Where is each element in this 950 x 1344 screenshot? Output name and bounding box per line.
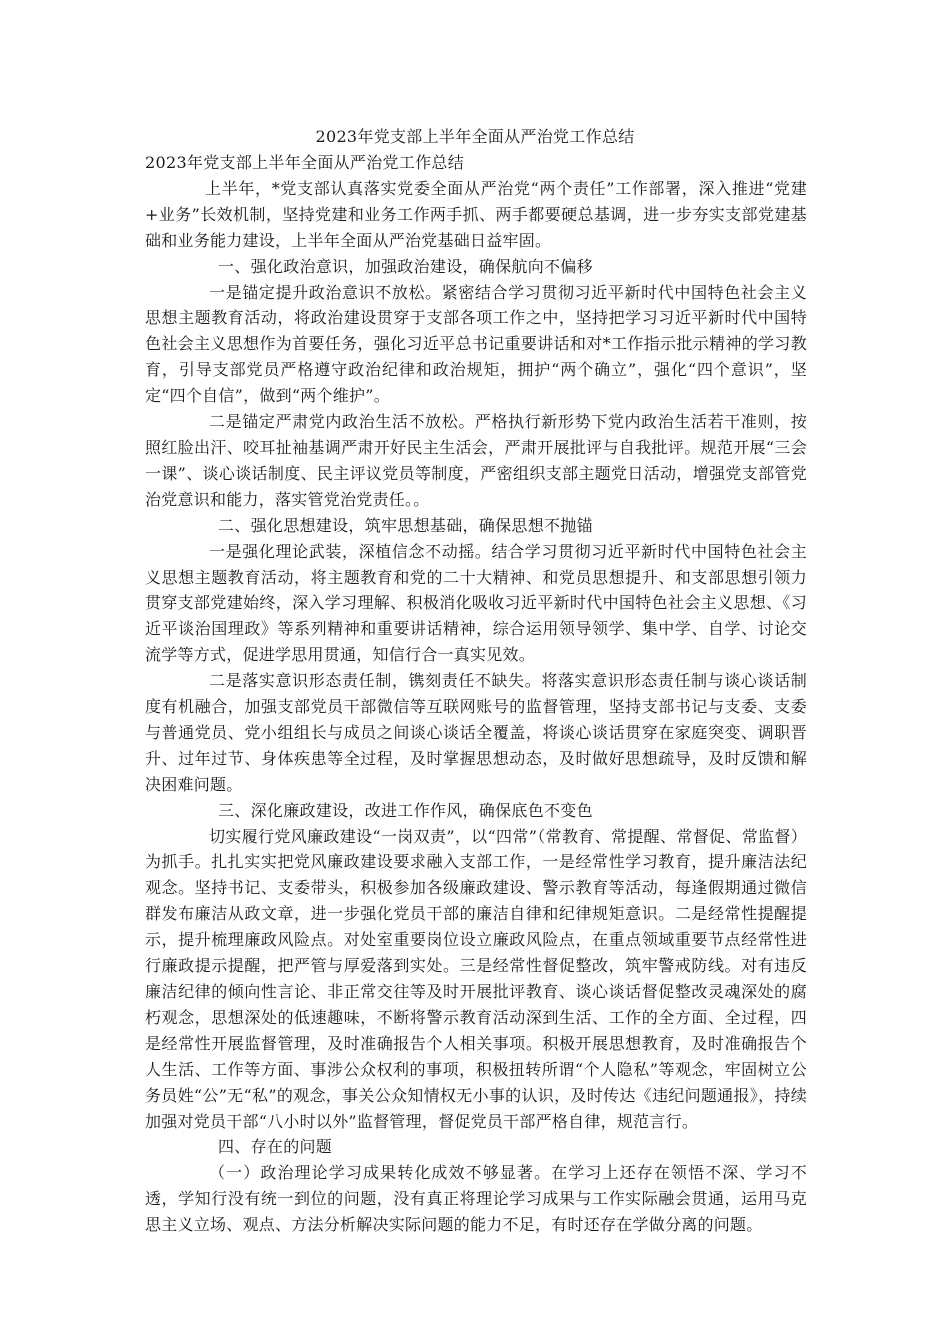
intro-paragraph: 上半年，*党支部认真落实党委全面从严治党“两个责任”工作部署，深入推进“党建+业务”长效机制，坚持党建和业务工作两手抓、两手都要硬总基调，进一步夯实支部党建基础和业务能力建设，上半年全面从严治党基础日益牢固。 [145,178,807,250]
paragraph-problems: （一）政治理论学习成果转化成效不够显著。在学习上还存在领悟不深、学习不透，学知行没有统一到位的问题，没有真正将理论学习成果与工作实际融会贯通，运用马克思主义立场、观点、方法分析解决实际问题的能力不足，有时还存在学做分离的问题。 [145,1163,807,1235]
paragraph-party-life: 二是锚定严肃党内政治生活不放松。严格执行新形势下党内政治生活若干准则，按照红脸出汗、咬耳扯袖基调严肃开好民主生活会，严肃开展批评与自我批评。规范开展“三会一课”、谈心谈话制度、民主评议党员等制度，严密组织支部主题党日活动，增强党支部管党治党意识和能力，落实管党治党责任。。 [145,412,807,509]
section-heading-4: 四、存在的问题 [218,1137,333,1157]
page-title: 2023年党支部上半年全面从严治党工作总结 [315,127,635,146]
document-body [145,150,807,1238]
paragraph-theory-study: 一是强化理论武装，深植信念不动摇。结合学习贯彻习近平新时代中国特色社会主义思想主题教育活动，将主题教育和党的二十大精神、和党员思想提升、和支部思想引领力贯穿支部党建始终，深入学习理解、积极消化吸收习近平新时代中国特色社会主义思想、《习近平谈治国理政》等系列精神和重要讲话精神，综合运用领导领学、集中学、自学、讨论交流学等方式，促进学思用贯通，知信行合一真实见效。 [145,541,807,665]
paragraph-ideology-responsibility: 二是落实意识形态责任制，镌刻责任不缺失。将落实意识形态责任制与谈心谈话制度有机融合，加强支部党员干部微信等互联网账号的监督管理，坚持支部书记与支委、支委与普通党员、党小组组长与成员之间谈心谈话全覆盖，将谈心谈话贯穿在家庭突变、调职晋升、过年过节、身体疾患等全过程，及时掌握思想动态，及时做好思想疏导，及时反馈和解决困难问题。 [145,671,807,794]
paragraph-political-awareness: 一是锚定提升政治意识不放松。紧密结合学习贯彻习近平新时代中国特色社会主义思想主题教育活动，将政治建设贯穿于支部各项工作之中，坚持把学习习近平新时代中国特色社会主义思想作为首要任务，强化习近平总书记重要讲话和对*工作指示批示精神的学习教育，引导支部党员严格遵守政治纪律和政治规矩，拥护“两个确立”，强化“四个意识”，坚定“四个自信”，做到“两个维护”。 [145,282,807,406]
paragraph-integrity: 切实履行党风廉政建设“一岗双责”，以“四常”（常教育、常提醒、常督促、常监督）为抓手。扎扎实实把党风廉政建设要求融入支部工作，一是经常性学习教育，提升廉洁法纪观念。坚持书记、支委带头，积极参加各级廉政建设、警示教育等活动，每逢假期通过微信群发布廉洁从政文章，进一步强化党员干部的廉洁自律和纪律规矩意识。二是经常性提醒提示，提升梳理廉政风险点。对处室重要岗位设立廉政风险点，在重点领域重要节点经常性进行廉政提示提醒，把严管与厚爱落到实处。三是经常性督促整改，筑牢警戒防线。对有违反廉洁纪律的倾向性言论、非正常交往等及时开展批评教育、谈心谈话督促整改灵魂深处的腐朽观念，思想深处的低速趣味，不断将警示教育活动深到生活、工作的全方面、全过程，四是经常性开展监督管理，及时准确报告个人相关事项。积极开展思想教育，及时准确报告个人生活、工作等方面、事涉公众权利的事项，积极扭转所谓“个人隐私”等观念，牢固树立公务员姓“公”无“私”的观念，事关公众知情权无小事的认识，及时传达《违纪问题通报》，持续加强对党员干部“八小时以外”监督管理，督促党员干部严格自律，规范言行。 [145,826,807,1131]
document-subtitle: 2023年党支部上半年全面从严治党工作总结 [145,153,465,172]
section-heading-1: 一、强化政治意识，加强政治建设，确保航向不偏移 [218,256,593,276]
section-heading-2: 二、强化思想建设，筑牢思想基础，确保思想不抛锚 [218,515,593,535]
section-heading-3: 三、深化廉政建设，改进工作作风，确保底色不变色 [218,800,593,820]
